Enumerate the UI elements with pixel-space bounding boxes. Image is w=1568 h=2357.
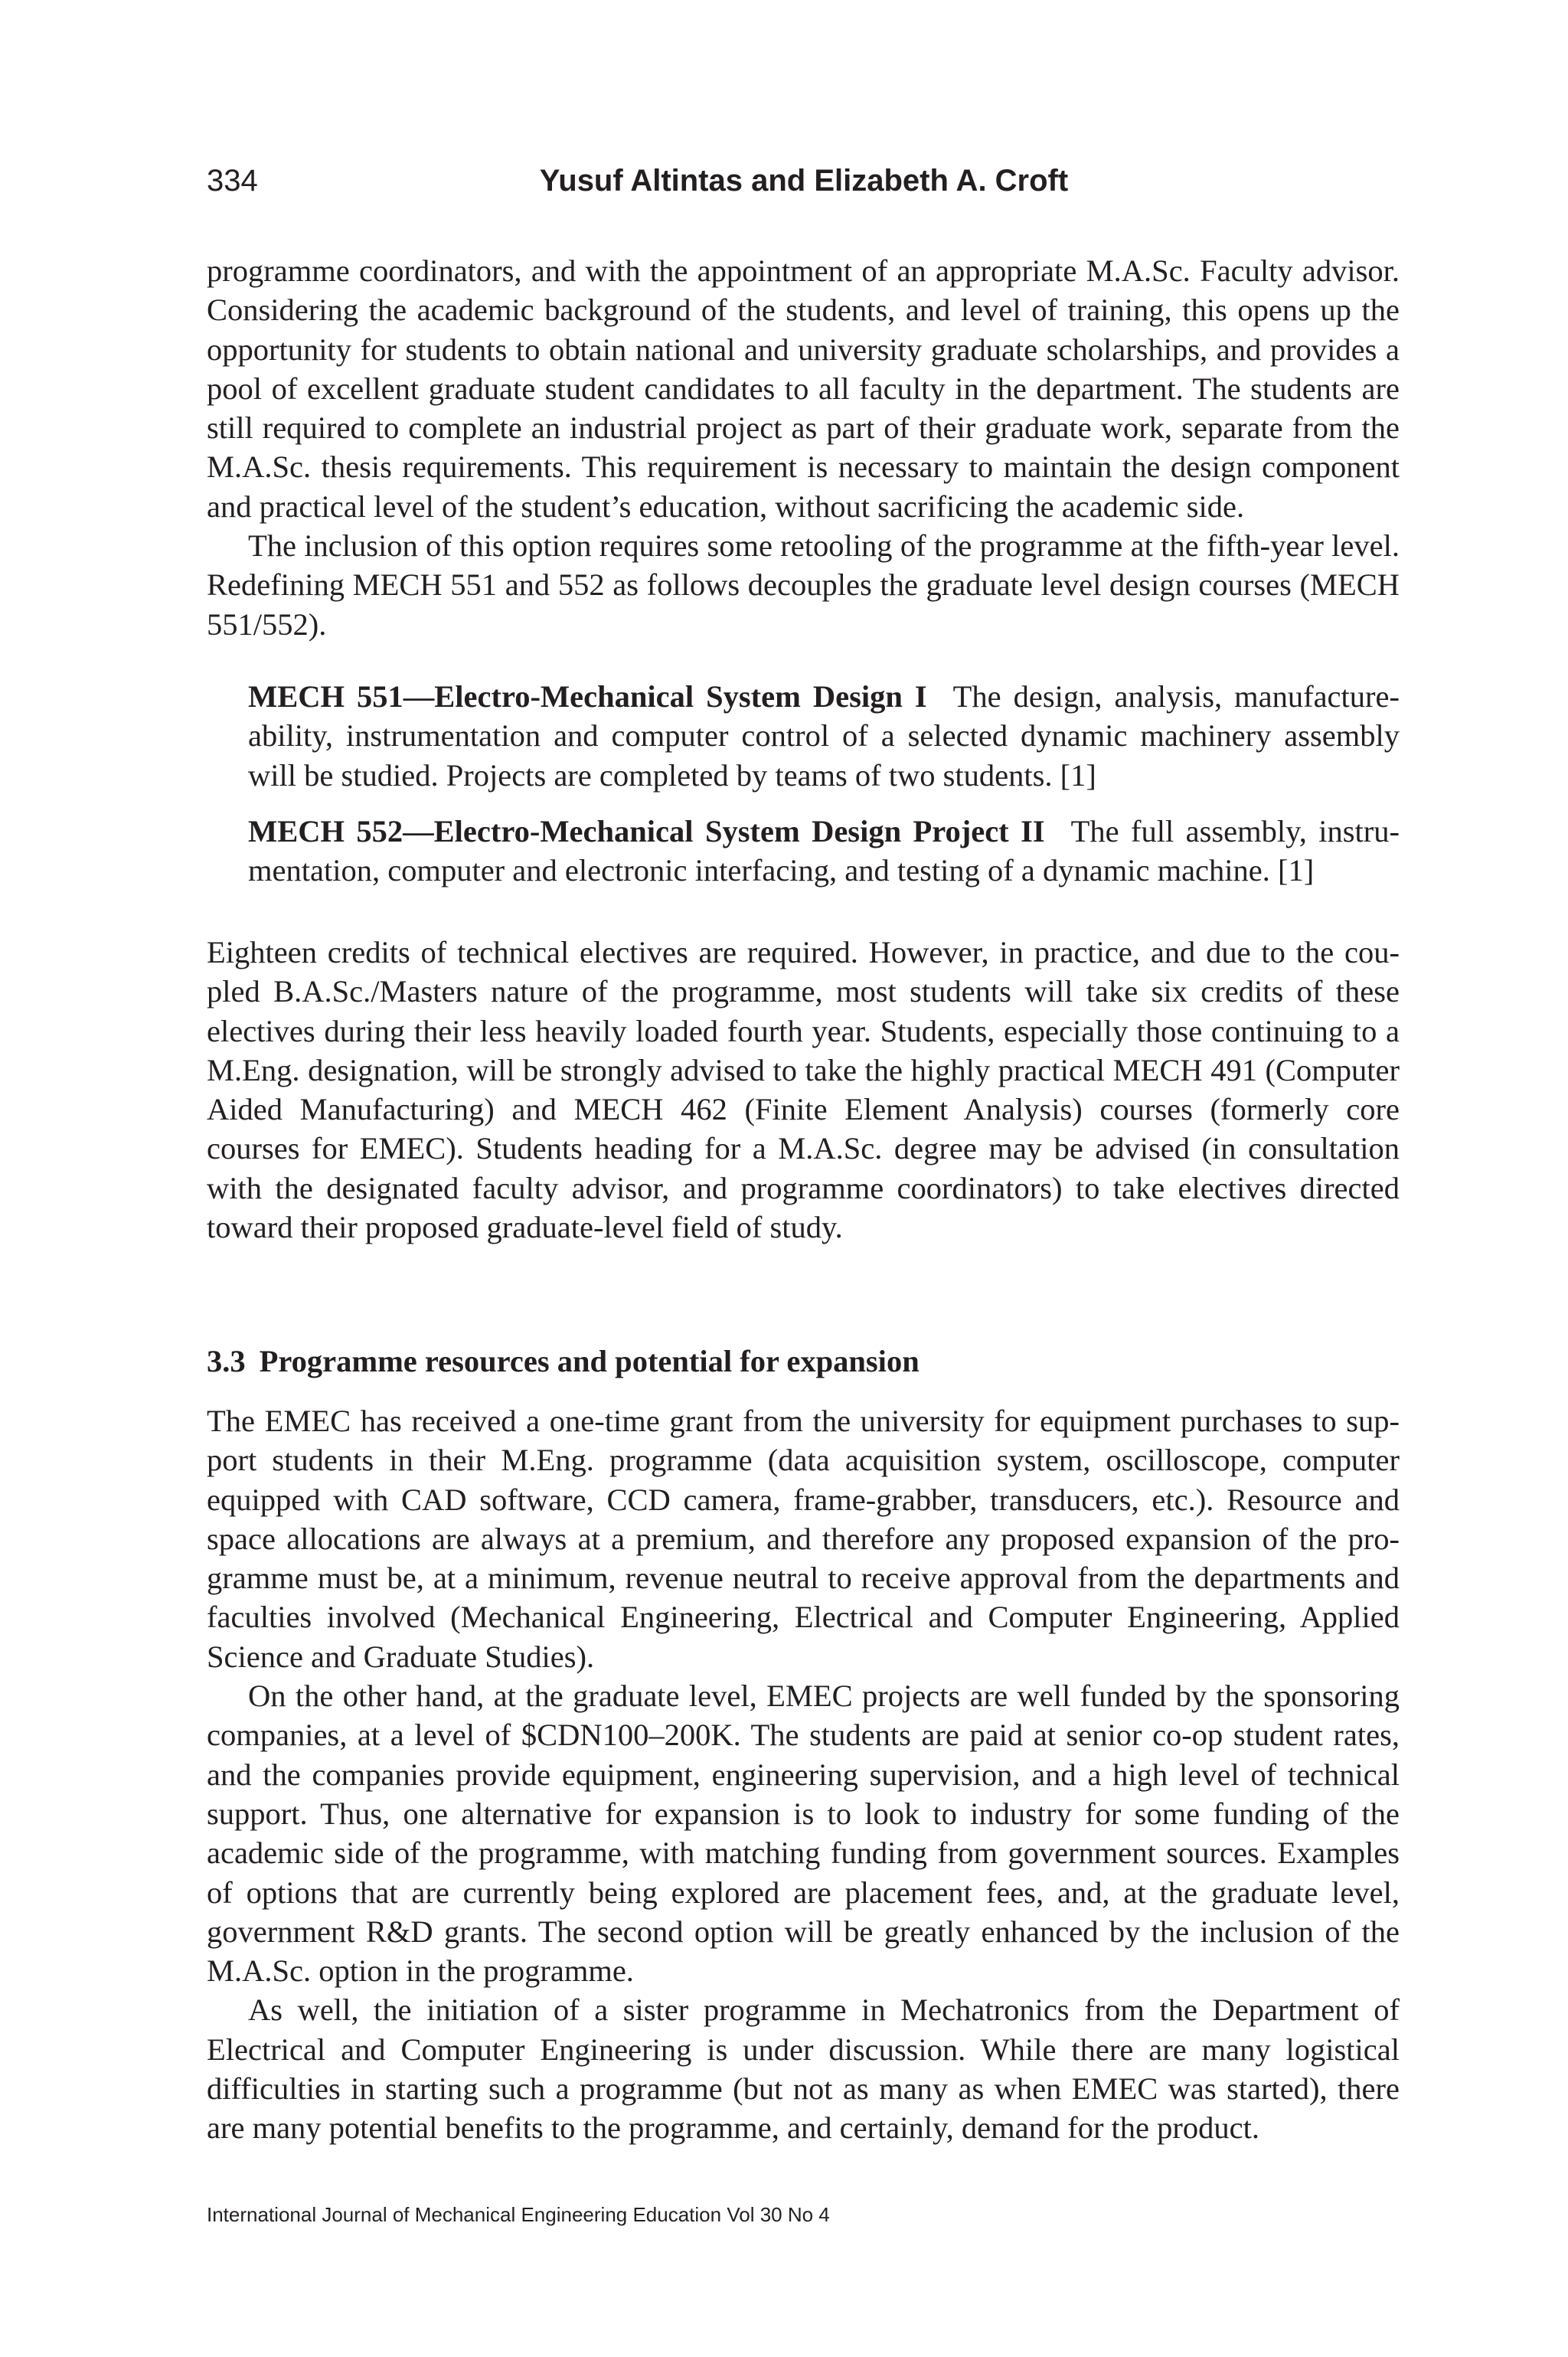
section-title: Programme resources and potential for expansion — [259, 1344, 920, 1378]
journal-footer: International Journal of Mechanical Engineering Education Vol 30 No 4 — [207, 2203, 830, 2226]
paragraph-technical-electives: Eighteen credits of technical electives are required. However, in practice, and due to the coupled B.A.Sc./Masters nature of the programme, most students will take six credits of these electives during their less heavily loaded fourth year. Students, especially those continuing to a M.Eng. designation, will be strongly advised to take the highly practical MECH 491 (Computer Aided Manufacturing) and MECH 462 (Finite Element Analysis) courses (formerly core courses for EMEC). Students heading for a M.A.Sc. degree may be advised (in consultation with the designated faculty advisor, and programme coordinators) to take electives directed toward their proposed graduate-level field of study. — [207, 935, 1400, 1245]
body-text-block-1 — [207, 251, 1400, 644]
course-description: The full assembly, instrumentation, computer and electronic interfacing, and testing of a dynamic machine. [1] — [248, 814, 1400, 888]
page-number: 334 — [207, 164, 258, 198]
course-title: MECH 551—Electro-Mechanical System Design I — [248, 679, 927, 714]
paragraph-equipment-grant: The EMEC has received a one-time grant from the university for equipment purchases to support students in their M.Eng. programme (data acquisition system, oscilloscope, computer equipped with CAD software, CCD camera, frame-grabber, transducers, etc.). Resource and space allocations are always at a premium, and therefore any proposed expansion of the programme must be, at a minimum, revenue neutral to receive approval from the departments and faculties involved (Mechanical Engineering, Electrical and Computer Engineering, Applied Science and Graduate Studies). — [207, 1404, 1400, 1674]
course-entry-mech-551 — [248, 677, 1400, 795]
course-title: MECH 552—Electro-Mechanical System Design Project II — [248, 814, 1045, 848]
body-text-block-3 — [207, 1401, 1400, 2148]
course-entry-mech-552 — [248, 812, 1400, 891]
course-description: The design, analysis, manufactureability, instrumentation and computer control of a selected dynamic machinery assembly will be studied. Projects are completed by teams of two students. [1] — [248, 679, 1400, 793]
section-number: 3.3 — [207, 1344, 246, 1378]
page-header — [207, 159, 1401, 202]
paragraph-funding: On the other hand, at the graduate level, EMEC projects are well funded by the sponsoring companies, at a level of $CDN100–200K. The students are paid at senior co-op student rates, and the companies provide equipment, engineering supervision, and a high level of technical support. Thus, one alternative for expansion is to look to industry for some funding of the academic side of the programme, with matching funding from government sources. Examples of options that are currently being explored are placement fees, and, at the graduate level, government R&D grants. The second option will be greatly enhanced by the inclusion of the M.A.Sc. option in the programme. — [207, 1679, 1400, 1989]
paragraph-retooling: The inclusion of this option requires some retooling of the programme at the fifth-year level. Redefining MECH 551 and 552 as follows decouples the graduate level design courses (MECH 551/552). — [207, 528, 1400, 642]
paragraph-sister-programme: As well, the initiation of a sister programme in Mechatronics from the Department of Electrical and Computer Engineering is under discussion. While there are many logistical difficulties in starting such a programme (but not as many as when EMEC was started), there are many potential benefits to the programme, and certainly, demand for the product. — [207, 1992, 1400, 2146]
running-head-authors: Yusuf Altintas and Elizabeth A. Croft — [539, 164, 1069, 198]
body-text-block-2 — [207, 933, 1400, 1247]
paragraph-masc-option: programme coordinators, and with the appointment of an appropriate M.A.Sc. Faculty advisor. Considering the academic background of the students, and level of training, this opens up the opportunity for students to obtain national and university graduate scholarships, and provides a pool of excellent graduate student candidates to all faculty in the department. The students are still required to complete an industrial project as part of their graduate work, separate from the M.A.Sc. thesis requirements. This requirement is necessary to maintain the design component and practical level of the student’s education, without sacrificing the academic side. — [207, 253, 1400, 524]
section-heading — [207, 1342, 920, 1381]
